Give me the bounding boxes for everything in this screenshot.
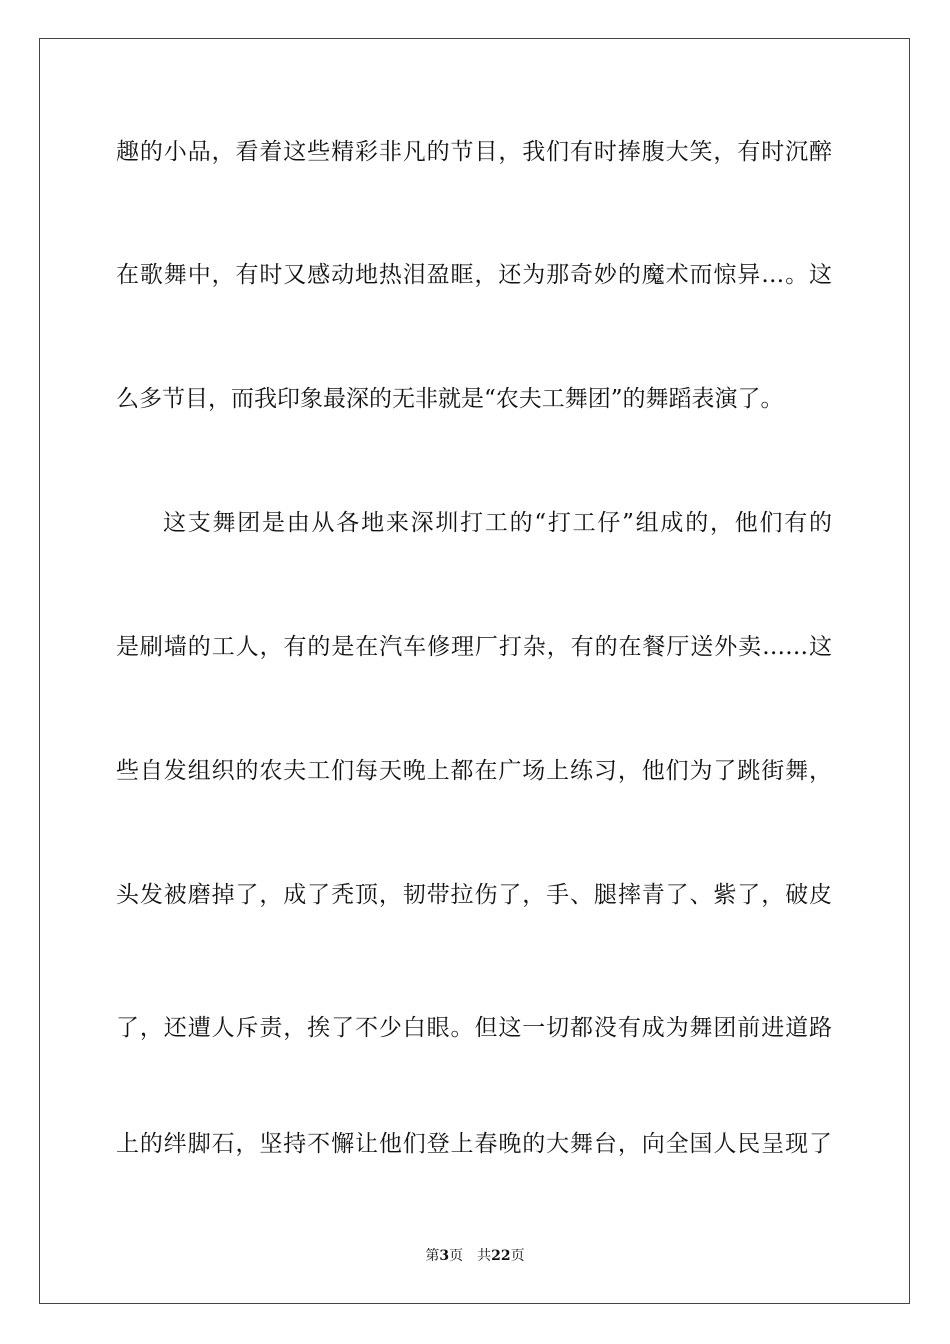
total-pages: 22 — [491, 1248, 511, 1264]
page-prefix: 第 — [425, 1248, 440, 1264]
text-line-7: 头发被磨掉了，成了秃顶，韧带拉伤了，手、腿摔青了、紫了，破皮 — [116, 882, 832, 908]
text-line-6: 些自发组织的农夫工们每天晚上都在广场上练习，他们为了跳街舞， — [116, 758, 832, 784]
text-line-2: 在歌舞中，有时又感动地热泪盈眶，还为那奇妙的魔术而惊异…。这 — [116, 262, 832, 288]
page-suffix: 页 — [449, 1248, 464, 1264]
text-line-5: 是刷墙的工人，有的是在汽车修理厂打杂，有的在餐厅送外卖……这 — [116, 634, 832, 660]
text-line-1: 趣的小品，看着这些精彩非凡的节目，我们有时捧腹大笑，有时沉醉 — [116, 139, 832, 165]
page-footer — [0, 1246, 950, 1266]
page-number: 3 — [439, 1248, 450, 1264]
total-prefix: 共 — [477, 1248, 492, 1264]
text-line-8: 了，还遭人斥责，挨了不少白眼。但这一切都没有成为舞团前进道路 — [116, 1015, 832, 1041]
text-line-4: 这支舞团是由从各地来深圳打工的“打工仔”组成的，他们有的 — [163, 510, 832, 536]
page-border — [39, 38, 910, 1304]
total-suffix: 页 — [510, 1248, 525, 1264]
text-line-9: 上的绊脚石，坚持不懈让他们登上春晚的大舞台，向全国人民呈现了 — [116, 1131, 832, 1157]
text-line-3: 么多节目，而我印象最深的无非就是“农夫工舞团”的舞蹈表演了。 — [116, 386, 784, 412]
